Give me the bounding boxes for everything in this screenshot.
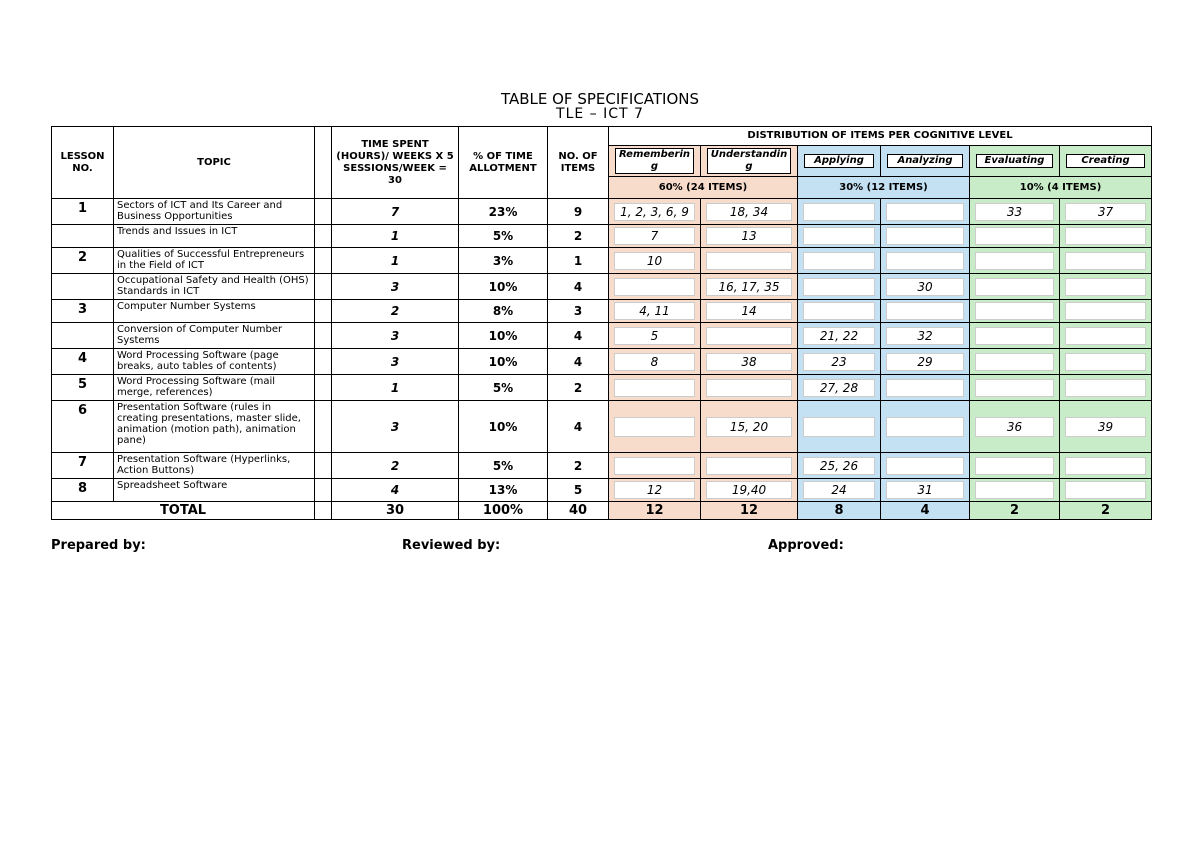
- ana-items: 31: [886, 481, 964, 499]
- app-cell: [798, 248, 881, 274]
- time-spent: 1: [332, 225, 459, 248]
- header-evaluating-cell: [970, 146, 1060, 177]
- time-spent: 4: [332, 479, 459, 502]
- table-row: [52, 453, 1152, 479]
- cre-cell: [1060, 199, 1152, 225]
- total-label: TOTAL: [52, 502, 315, 520]
- topic-text: Word Processing Software (page breaks, auto tables of contents): [114, 349, 315, 375]
- ana-items: [886, 417, 964, 437]
- total-rem: 12: [609, 502, 701, 520]
- eva-cell: [970, 479, 1060, 502]
- ana-cell: [881, 453, 970, 479]
- eva-items: [975, 252, 1054, 270]
- cre-items: [1065, 481, 1146, 499]
- cre-items: [1065, 252, 1146, 270]
- rem-cell: [609, 375, 701, 401]
- ana-cell: [881, 401, 970, 453]
- ana-cell: [881, 199, 970, 225]
- rem-cell: [609, 349, 701, 375]
- time-percent: 10%: [459, 274, 548, 300]
- header-analyzing: Analyzing: [887, 154, 963, 168]
- table-row: [52, 401, 1152, 453]
- app-cell: [798, 479, 881, 502]
- table-row: [52, 300, 1152, 323]
- app-cell: [798, 349, 881, 375]
- time-spent: 2: [332, 300, 459, 323]
- und-items: 15, 20: [706, 417, 792, 437]
- ana-items: 29: [886, 353, 964, 371]
- ana-items: [886, 203, 964, 221]
- item-count: 3: [548, 300, 609, 323]
- rem-items: [614, 457, 695, 475]
- total-eva: 2: [970, 502, 1060, 520]
- total-cre: 2: [1060, 502, 1152, 520]
- eva-cell: [970, 375, 1060, 401]
- cre-cell: [1060, 274, 1152, 300]
- lesson-number: [52, 323, 114, 349]
- item-count: 4: [548, 274, 609, 300]
- lesson-number: 8: [52, 479, 114, 502]
- eva-cell: [970, 225, 1060, 248]
- header-analyzing-cell: [881, 146, 970, 177]
- topic-text: Presentation Software (rules in creating presentations, master slide, animation (motion path), animation pane): [114, 401, 315, 453]
- spacer-cell: [315, 401, 332, 453]
- lesson-number: 7: [52, 453, 114, 479]
- time-percent: 13%: [459, 479, 548, 502]
- item-count: 2: [548, 225, 609, 248]
- app-cell: [798, 375, 881, 401]
- item-count: 4: [548, 401, 609, 453]
- rem-cell: [609, 453, 701, 479]
- und-items: 14: [706, 302, 792, 320]
- und-cell: [701, 453, 798, 479]
- und-items: [706, 327, 792, 345]
- eva-cell: [970, 349, 1060, 375]
- ana-cell: [881, 323, 970, 349]
- header-pct: % OF TIME ALLOTMENT: [459, 127, 548, 199]
- spacer-cell: [315, 323, 332, 349]
- ana-cell: [881, 248, 970, 274]
- total-time: 30: [332, 502, 459, 520]
- time-percent: 5%: [459, 225, 548, 248]
- ana-cell: [881, 479, 970, 502]
- ana-items: [886, 457, 964, 475]
- document-title: TABLE OF SPECIFICATIONS: [500, 90, 700, 108]
- time-spent: 2: [332, 453, 459, 479]
- cre-cell: [1060, 401, 1152, 453]
- und-items: 38: [706, 353, 792, 371]
- eva-cell: [970, 300, 1060, 323]
- topic-text: Spreadsheet Software: [114, 479, 315, 502]
- topic-text: Presentation Software (Hyperlinks, Action Buttons): [114, 453, 315, 479]
- rem-cell: [609, 323, 701, 349]
- spacer-cell: [315, 453, 332, 479]
- app-cell: [798, 401, 881, 453]
- und-items: 18, 34: [706, 203, 792, 221]
- cre-cell: [1060, 323, 1152, 349]
- cre-items: [1065, 227, 1146, 245]
- cre-items: [1065, 278, 1146, 296]
- time-spent: 7: [332, 199, 459, 225]
- table-row: [52, 199, 1152, 225]
- eva-items: [975, 353, 1054, 371]
- cre-items: [1065, 379, 1146, 397]
- rem-cell: [609, 479, 701, 502]
- table-row: [52, 274, 1152, 300]
- und-cell: [701, 349, 798, 375]
- time-percent: 23%: [459, 199, 548, 225]
- ana-cell: [881, 300, 970, 323]
- und-cell: [701, 375, 798, 401]
- und-items: 13: [706, 227, 792, 245]
- topic-text: Conversion of Computer Number Systems: [114, 323, 315, 349]
- und-items: [706, 252, 792, 270]
- app-cell: [798, 225, 881, 248]
- cre-cell: [1060, 349, 1152, 375]
- cre-items: [1065, 457, 1146, 475]
- rem-cell: [609, 225, 701, 248]
- app-items: 24: [803, 481, 875, 499]
- eva-cell: [970, 323, 1060, 349]
- und-items: 19,40: [706, 481, 792, 499]
- rem-cell: [609, 199, 701, 225]
- time-spent: 3: [332, 401, 459, 453]
- app-items: [803, 203, 875, 221]
- table-row: [52, 225, 1152, 248]
- cre-cell: [1060, 248, 1152, 274]
- lesson-number: 1: [52, 199, 114, 225]
- rem-cell: [609, 401, 701, 453]
- app-items: 23: [803, 353, 875, 371]
- lesson-number: [52, 225, 114, 248]
- header-group-high: 10% (4 ITEMS): [970, 177, 1152, 199]
- eva-cell: [970, 401, 1060, 453]
- eva-cell: [970, 274, 1060, 300]
- total-spacer: [315, 502, 332, 520]
- rem-items: 4, 11: [614, 302, 695, 320]
- header-creating: Creating: [1066, 154, 1145, 168]
- reviewed-by: Reviewed by:: [402, 538, 501, 553]
- app-items: [803, 278, 875, 296]
- header-remembering-cell: [609, 146, 701, 177]
- spacer-cell: [315, 479, 332, 502]
- eva-items: [975, 227, 1054, 245]
- spacer-cell: [315, 375, 332, 401]
- header-group-mid: 30% (12 ITEMS): [798, 177, 970, 199]
- eva-items: [975, 327, 1054, 345]
- cre-items: 39: [1065, 417, 1146, 437]
- cre-items: [1065, 353, 1146, 371]
- header-understanding: Understandin g: [707, 148, 791, 174]
- time-percent: 10%: [459, 323, 548, 349]
- ana-items: [886, 379, 964, 397]
- lesson-number: 4: [52, 349, 114, 375]
- item-count: 2: [548, 453, 609, 479]
- header-lesson: LESSON NO.: [52, 127, 114, 199]
- app-items: [803, 302, 875, 320]
- und-items: [706, 457, 792, 475]
- cre-cell: [1060, 300, 1152, 323]
- app-items: [803, 417, 875, 437]
- cre-items: 37: [1065, 203, 1146, 221]
- lesson-number: 5: [52, 375, 114, 401]
- eva-items: 36: [975, 417, 1054, 437]
- header-remembering: Rememberin g: [615, 148, 694, 174]
- und-cell: [701, 300, 798, 323]
- und-cell: [701, 479, 798, 502]
- und-cell: [701, 248, 798, 274]
- approved-by: Approved:: [768, 538, 844, 553]
- specifications-table: [51, 126, 1152, 520]
- total-app: 8: [798, 502, 881, 520]
- spacer-cell: [315, 225, 332, 248]
- eva-cell: [970, 199, 1060, 225]
- und-cell: [701, 401, 798, 453]
- rem-items: 7: [614, 227, 695, 245]
- table-row: [52, 375, 1152, 401]
- prepared-by: Prepared by:: [51, 538, 146, 553]
- cre-items: [1065, 302, 1146, 320]
- app-items: 25, 26: [803, 457, 875, 475]
- und-cell: [701, 225, 798, 248]
- time-percent: 8%: [459, 300, 548, 323]
- cre-cell: [1060, 479, 1152, 502]
- spacer-cell: [315, 349, 332, 375]
- cre-cell: [1060, 375, 1152, 401]
- und-cell: [701, 274, 798, 300]
- topic-text: Qualities of Successful Entrepreneurs in the Field of ICT: [114, 248, 315, 274]
- eva-items: [975, 278, 1054, 296]
- rem-items: 10: [614, 252, 695, 270]
- rem-items: 8: [614, 353, 695, 371]
- table-row: [52, 323, 1152, 349]
- header-distribution: DISTRIBUTION OF ITEMS PER COGNITIVE LEVEL: [609, 127, 1152, 146]
- rem-items: [614, 278, 695, 296]
- rem-items: 5: [614, 327, 695, 345]
- app-items: [803, 252, 875, 270]
- und-items: 16, 17, 35: [706, 278, 792, 296]
- time-spent: 1: [332, 375, 459, 401]
- lesson-number: 6: [52, 401, 114, 453]
- total-row: [52, 502, 1152, 520]
- app-cell: [798, 300, 881, 323]
- rem-items: 1, 2, 3, 6, 9: [614, 203, 695, 221]
- spacer-cell: [315, 274, 332, 300]
- eva-items: [975, 457, 1054, 475]
- header-spacer: [315, 127, 332, 199]
- header-items: NO. OF ITEMS: [548, 127, 609, 199]
- und-cell: [701, 199, 798, 225]
- header-applying-cell: [798, 146, 881, 177]
- item-count: 1: [548, 248, 609, 274]
- und-items: [706, 379, 792, 397]
- app-items: [803, 227, 875, 245]
- eva-cell: [970, 248, 1060, 274]
- time-spent: 1: [332, 248, 459, 274]
- time-percent: 5%: [459, 453, 548, 479]
- ana-cell: [881, 349, 970, 375]
- cre-cell: [1060, 225, 1152, 248]
- header-applying: Applying: [804, 154, 874, 168]
- time-percent: 5%: [459, 375, 548, 401]
- rem-cell: [609, 248, 701, 274]
- item-count: 2: [548, 375, 609, 401]
- cre-items: [1065, 327, 1146, 345]
- table-row: [52, 349, 1152, 375]
- header-creating-cell: [1060, 146, 1152, 177]
- header-topic: TOPIC: [114, 127, 315, 199]
- rem-items: [614, 417, 695, 437]
- eva-items: [975, 302, 1054, 320]
- item-count: 9: [548, 199, 609, 225]
- eva-items: 33: [975, 203, 1054, 221]
- ana-items: 30: [886, 278, 964, 296]
- ana-cell: [881, 225, 970, 248]
- app-cell: [798, 453, 881, 479]
- eva-items: [975, 481, 1054, 499]
- item-count: 4: [548, 323, 609, 349]
- eva-items: [975, 379, 1054, 397]
- topic-text: Sectors of ICT and Its Career and Business Opportunities: [114, 199, 315, 225]
- lesson-number: [52, 274, 114, 300]
- item-count: 4: [548, 349, 609, 375]
- ana-cell: [881, 375, 970, 401]
- rem-items: [614, 379, 695, 397]
- document-subtitle: TLE – ICT 7: [556, 106, 644, 122]
- total-und: 12: [701, 502, 798, 520]
- time-spent: 3: [332, 323, 459, 349]
- time-percent: 10%: [459, 349, 548, 375]
- ana-items: 32: [886, 327, 964, 345]
- ana-items: [886, 227, 964, 245]
- spacer-cell: [315, 248, 332, 274]
- header-evaluating: Evaluating: [976, 154, 1053, 168]
- time-spent: 3: [332, 274, 459, 300]
- spacer-cell: [315, 199, 332, 225]
- ana-items: [886, 302, 964, 320]
- app-cell: [798, 199, 881, 225]
- app-items: 27, 28: [803, 379, 875, 397]
- total-items: 40: [548, 502, 609, 520]
- table-row: [52, 248, 1152, 274]
- time-spent: 3: [332, 349, 459, 375]
- rem-cell: [609, 300, 701, 323]
- eva-cell: [970, 453, 1060, 479]
- rem-items: 12: [614, 481, 695, 499]
- item-count: 5: [548, 479, 609, 502]
- topic-text: Trends and Issues in ICT: [114, 225, 315, 248]
- topic-text: Occupational Safety and Health (OHS) Standards in ICT: [114, 274, 315, 300]
- total-ana: 4: [881, 502, 970, 520]
- header-time: TIME SPENT (HOURS)/ WEEKS X 5 SESSIONS/WEEK = 30: [332, 127, 459, 199]
- total-pct: 100%: [459, 502, 548, 520]
- ana-items: [886, 252, 964, 270]
- header-understanding-cell: [701, 146, 798, 177]
- time-percent: 3%: [459, 248, 548, 274]
- lesson-number: 3: [52, 300, 114, 323]
- und-cell: [701, 323, 798, 349]
- lesson-number: 2: [52, 248, 114, 274]
- table-row: [52, 479, 1152, 502]
- app-cell: [798, 323, 881, 349]
- ana-cell: [881, 274, 970, 300]
- spacer-cell: [315, 300, 332, 323]
- topic-text: Word Processing Software (mail merge, references): [114, 375, 315, 401]
- cre-cell: [1060, 453, 1152, 479]
- app-cell: [798, 274, 881, 300]
- rem-cell: [609, 274, 701, 300]
- header-group-low: 60% (24 ITEMS): [609, 177, 798, 199]
- time-percent: 10%: [459, 401, 548, 453]
- app-items: 21, 22: [803, 327, 875, 345]
- topic-text: Computer Number Systems: [114, 300, 315, 323]
